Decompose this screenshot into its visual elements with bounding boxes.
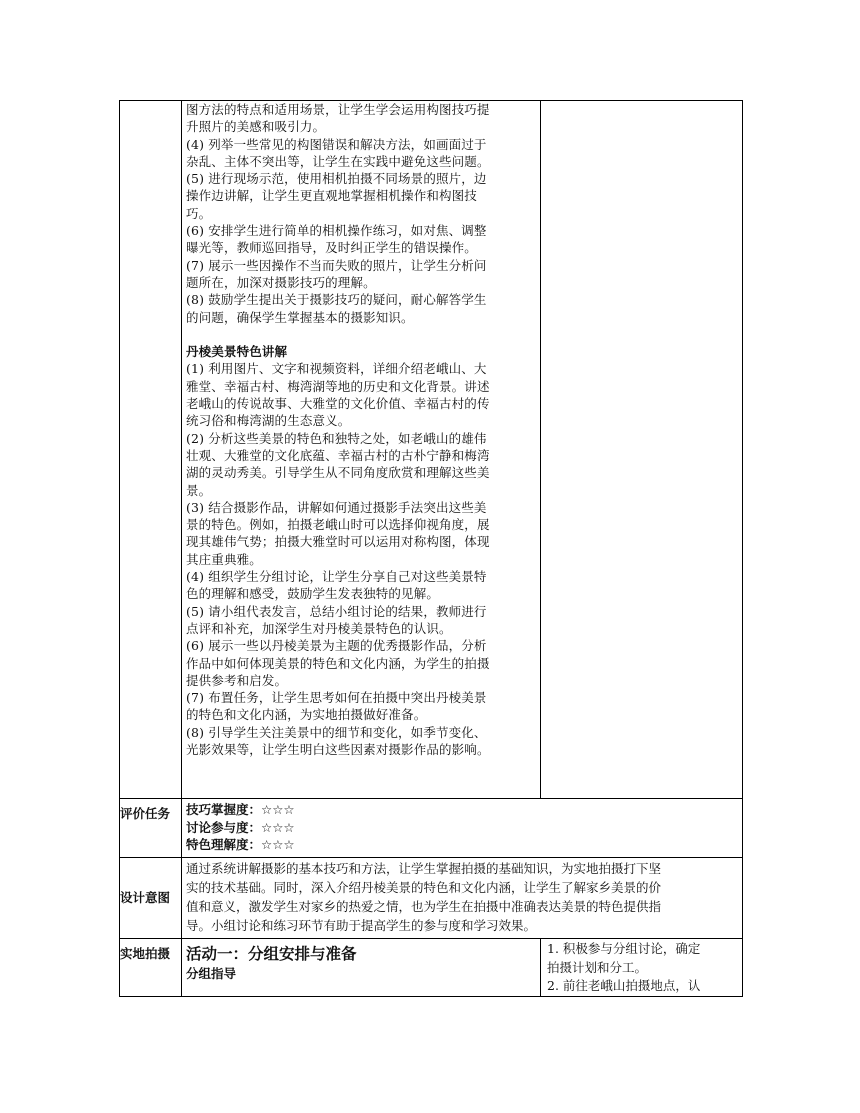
evaluation-key: 特色理解度： [186, 837, 262, 852]
text-line: 实的技术基础。同时，深入介绍丹棱美景的特色和文化内涵，让学生了解家乡美景的价 [186, 880, 662, 895]
text-line: 通过系统讲解摄影的基本技巧和方法，让学生掌握拍摄的基础知识，为实地拍摄打下坚 [186, 861, 662, 876]
text-line: 导。小组讨论和练习环节有助于提高学生的参与度和学习效果。 [186, 918, 537, 933]
text-line: (4) 组织学生分组讨论，让学生分享自己对这些美景特 [186, 569, 487, 585]
text-line: (8) 引导学生关注美景中的细节和变化，如季节变化、 [186, 724, 487, 740]
design-content-cell [182, 858, 743, 939]
text-line: 光影效果等，让学生明白这些因素对摄影作品的影响。 [186, 741, 490, 757]
text-line: 作品中如何体现美景的特色和文化内涵，为学生的拍摄 [186, 655, 490, 671]
teaching-row [120, 101, 743, 799]
star-rating: ☆☆☆ [261, 819, 295, 835]
evaluation-key: 技巧掌握度： [186, 802, 262, 817]
text-line: 景。 [186, 482, 212, 498]
activity-title: 活动一：分组安排与准备 [186, 944, 357, 963]
text-line: (5) 进行现场示范，使用相机拍摄不同场景的照片，边 [186, 171, 487, 187]
field-label: 实地拍摄 [120, 939, 182, 997]
design-label: 设计意图 [120, 858, 182, 939]
design-text [182, 858, 742, 936]
text-line: (1) 利用图片、文字和视频资料，详细介绍老峨山、大 [186, 361, 487, 377]
step-line: 1. 积极参与分组讨论，确定 [547, 941, 701, 956]
text-line: 现其雄伟气势；拍摄大雅堂时可以运用对称构图，体现 [186, 534, 490, 550]
text-line: 值和意义，激发学生对家乡的热爱之情，也为学生在拍摄中准确表达美景的特色提供指 [186, 899, 662, 914]
text-line: 题所在，加深对摄影技巧的理解。 [186, 274, 376, 290]
text-line: 升照片的美感和吸引力。 [186, 119, 326, 135]
text-line: 的问题，确保学生掌握基本的摄影知识。 [186, 309, 414, 325]
field-student-cell [541, 939, 743, 997]
text-line: (7) 布置任务，让学生思考如何在拍摄中突出丹棱美景 [186, 690, 487, 706]
evaluation-row [120, 799, 743, 858]
text-line: 巧。 [186, 205, 212, 221]
text-line: 湖的灵动秀美。引导学生从不同角度欣赏和理解这些美 [186, 465, 490, 481]
text-line: 统习俗和梅湾湖的生态意义。 [186, 413, 351, 429]
teaching-student-cell [541, 101, 743, 799]
text-line: (3) 结合摄影作品，讲解如何通过摄影手法突出这些美 [186, 499, 487, 515]
text-line: (7) 展示一些因操作不当而失败的照片，让学生分析问 [186, 257, 487, 273]
evaluation-item [186, 801, 736, 819]
section-title: 丹棱美景特色讲解 [186, 344, 288, 360]
design-row [120, 858, 743, 939]
evaluation-label: 评价任务 [120, 799, 182, 858]
text-line: 色的理解和感受，鼓励学生发表独特的见解。 [186, 586, 440, 602]
text-line: (4) 列举一些常见的构图错误和解决方法，如画面过于 [186, 136, 487, 152]
step-line: 2. 前往老峨山拍摄地点，认 [547, 978, 701, 993]
star-rating: ☆☆☆ [261, 837, 295, 852]
text-line: 其庄重典雅。 [186, 551, 262, 567]
evaluation-content-cell [182, 799, 743, 858]
teaching-text [182, 101, 540, 758]
text-line: (6) 安排学生进行简单的相机操作练习，如对焦、调整 [186, 223, 487, 239]
text-line: (6) 展示一些以丹棱美景为主题的优秀摄影作品，分析 [186, 638, 487, 654]
field-row [120, 939, 743, 997]
text-line: (8) 鼓励学生提出关于摄影技巧的疑问，耐心解答学生 [186, 292, 487, 308]
activity-subtitle: 分组指导 [186, 966, 237, 981]
evaluation-key: 讨论参与度： [186, 819, 262, 835]
field-activity-cell [182, 939, 541, 997]
teaching-content-cell [182, 101, 541, 799]
step-line: 拍摄计划和分工。 [547, 959, 648, 975]
text-line: 老峨山的传说故事、大雅堂的文化价值、幸福古村的传 [186, 396, 490, 412]
teaching-label-cell [120, 101, 182, 799]
lesson-plan-table [119, 100, 743, 997]
evaluation-item [186, 819, 736, 837]
text-line: (5) 请小组代表发言，总结小组讨论的结果，教师进行 [186, 603, 487, 619]
blank-line [186, 326, 534, 343]
text-line: 杂乱、主体不突出等，让学生在实践中避免这些问题。 [186, 153, 490, 169]
text-line: (2) 分析这些美景的特色和独特之处，如老峨山的雄伟 [186, 430, 487, 446]
text-line: 壮观、大雅堂的文化底蕴、幸福古村的古朴宁静和梅湾 [186, 447, 490, 463]
text-line: 提供参考和启发。 [186, 672, 288, 688]
text-line: 操作边讲解，让学生更直观地掌握相机操作和构图技 [186, 188, 477, 204]
student-steps [541, 939, 742, 996]
text-line: 曝光等，教师巡回指导，及时纠正学生的错误操作。 [186, 240, 477, 256]
text-line: 雅堂、幸福古村、梅湾湖等地的历史和文化背景。讲述 [186, 378, 490, 394]
text-line: 景的特色。例如，拍摄老峨山时可以选择仰视角度，展 [186, 517, 490, 533]
evaluation-list [182, 799, 742, 856]
text-line: 图方法的特点和适用场景，让学生学会运用构图技巧提 [186, 102, 490, 117]
evaluation-item [186, 836, 736, 854]
text-line: 点评和补充，加深学生对丹棱美景特色的认识。 [186, 620, 452, 636]
text-line: 的特色和文化内涵，为实地拍摄做好准备。 [186, 707, 427, 723]
star-rating: ☆☆☆ [261, 802, 295, 817]
